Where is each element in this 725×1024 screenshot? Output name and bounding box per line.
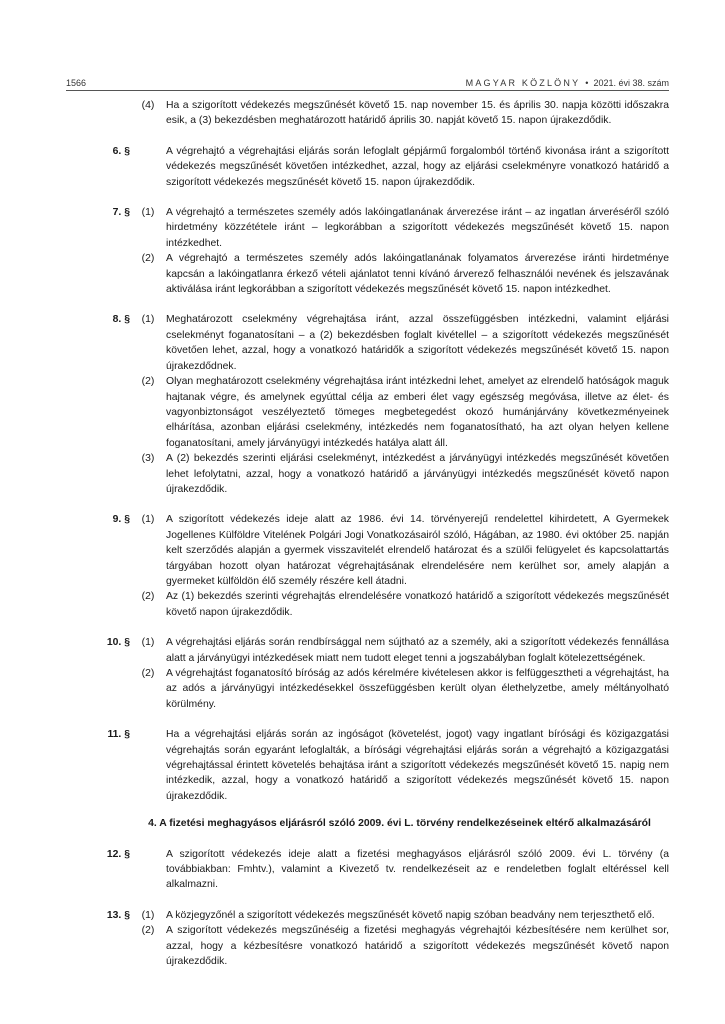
section-10: [66, 635, 669, 712]
paragraph: [130, 923, 669, 969]
section-11: [66, 727, 669, 804]
paragraph: [130, 512, 669, 589]
page-header: [66, 70, 669, 88]
paragraph-number: (1): [141, 637, 155, 649]
paragraph-number: (3): [141, 453, 155, 465]
paragraph-text: Ha a szigorított védekezés megszűnését követő 15. nap november 15. és április 30. napja közötti időszakra esik, a (3) bekezdésben meghatározott határidő április 30. napját követő 15. napon újrakezdődik.: [166, 100, 669, 127]
paragraph-number: (1): [141, 314, 155, 326]
section-text: A végrehajtó a végrehajtási eljárás során lefoglalt gépjármű forgalomból történő kivonása iránt a szigorított védekezés megszűnését követően intézkedhet, azzal, hogy az eljárási cselekményre vonatkozó határidő a szigorított védekezés megszűnését követő 15. napon újrakezdődik.: [166, 145, 669, 188]
section-number: 12. §: [106, 848, 130, 860]
header-rule: [66, 90, 669, 91]
paragraph: [130, 205, 669, 251]
paragraph-text: Az (1) bekezdés szerinti végrehajtás elrendelésére vonatkozó határidő a szigorított védekezés megszűnését követő napon újrakezdődik.: [166, 591, 669, 618]
section-text: Ha a végrehajtási eljárás során az ingóságot (követelést, jogot) vagy ingatlant bírósági és közigazgatási végrehajtás során egyaránt lefoglalták, a bírósági végrehajtási eljárás során a végrehajtó a közigazgatási végrehajtással érintett követelés behajtása iránt a szigorított védekezés megszűnését követő 15. napig nem intézkedik, azzal, hogy a vonatkozó határidő a szigorított védekezés megszűnését követő 15. napon újrakezdődik.: [166, 729, 669, 802]
paragraph-text: A (2) bekezdés szerinti eljárási cselekményt, intézkedést a járványügyi intézkedés megszűnését követően lehet lefolytatni, azzal, hogy a vonatkozó határidő a járványügyi intézkedés megszűnését követő napon újrakezdődik.: [166, 453, 669, 495]
paragraph-number: (2): [141, 925, 155, 937]
section-number: 13. §: [106, 909, 130, 921]
paragraph: [130, 98, 669, 129]
paragraph-number: (4): [141, 100, 155, 111]
paragraph: [130, 312, 669, 374]
section-9: [66, 512, 669, 620]
journal-title: MAGYAR KÖZLÖNY: [465, 78, 581, 88]
paragraph-number: (1): [141, 909, 155, 921]
paragraph-number: (2): [141, 376, 155, 388]
section-number: 6. §: [112, 145, 130, 157]
section-6: [66, 144, 669, 190]
section-12: [66, 847, 669, 893]
section-number: [66, 98, 130, 129]
paragraph-text: A végrehajtó a természetes személy adós lakóingatlanának folyamatos árverezése iránti hirdetménye kapcsán a lakóingatlanra érkező vételi ajánlatot tenni kívánó árverező felhasználói nevének és jelszavának aktiválása iránt legkorábban a szigorított védekezés megszűnését követő 15. napon intézkedhet.: [166, 253, 669, 296]
journal-info: [466, 78, 669, 88]
header-separator: •: [585, 78, 589, 88]
paragraph: [130, 589, 669, 620]
paragraph-text: A végrehajtást foganatosító bíróság az adós kérelmére kivételesen akkor is felfüggesztheti a végrehajtást, ha az adós a járványügyi intézkedésekkel összefüggésben került olyan élethelyzetbe, amely méltányolható körülmény.: [166, 668, 669, 710]
section-number: 8. §: [112, 314, 130, 326]
paragraph-text: A szigorított védekezés ideje alatt az 1986. évi 14. törvényerejű rendelettel kihirdetett, A Gyermekek Jogellenes Külföldre Vitelének Polgári Jogi Vonatkozásairól szóló, Hágában, az 1980. évi október 25. napján kelt szerződés alapján a gyermek visszavitelét elrendelő határozat és a szülői felügyelet és kapcsolattartás tárgyában hozott olyan határozat végrehajtásának elrendelésére nem kerülhet sor, amely alapján a gyermeket külföldön élő személy részére kell átadni.: [166, 514, 669, 587]
paragraph-text: Meghatározott cselekmény végrehajtása iránt, azzal összefüggésben intézkedni, valamint eljárási cselekményt foganatosítani – a (2) bekezdésben foglalt kivétellel – a szigorított védekezés megszűnését követően lehet, azzal, hogy a vonatkozó határidők a szigorított védekezés megszűnését követő 15. napon újrakezdődnek.: [166, 314, 669, 372]
issue-number: 2021. évi 38. szám: [593, 78, 669, 88]
paragraph-number: (1): [141, 514, 155, 526]
page-number: 1566: [66, 78, 87, 88]
section-13: [66, 908, 669, 970]
section-number: 11. §: [107, 729, 130, 741]
section-text: A szigorított védekezés ideje alatt a fizetési meghagyásos eljárásról szóló 2009. évi L. törvény (a továbbiakban: Fmhtv.), valamint a Kivezető tv. rendelkezéseit az e rendeletben foglalt eltéréssel kell alkalmazni.: [166, 848, 669, 891]
paragraph-number: (2): [141, 668, 155, 679]
section-number: 9. §: [112, 514, 130, 526]
paragraph-number: (2): [141, 591, 155, 603]
paragraph-number: (1): [141, 207, 155, 219]
document-body: [66, 98, 669, 970]
paragraph: [130, 374, 669, 451]
paragraph: [130, 908, 669, 923]
section-number: 7. §: [112, 207, 130, 219]
paragraph-text: A végrehajtó a természetes személy adós lakóingatlanának árverezése iránt – az ingatlan árveréséről szóló hirdetmény közzététele iránt – legkorábban a szigorított védekezés megszűnését követő 15. napon intézkedhet.: [166, 207, 669, 249]
paragraph: [130, 451, 669, 497]
paragraph: [130, 666, 669, 712]
chapter-heading: 4. A fizetési meghagyásos eljárásról szóló 2009. évi L. törvény rendelkezéseinek eltérő alkalmazásáról: [148, 818, 651, 830]
paragraph-text: A közjegyzőnél a szigorított védekezés megszűnését követő napig szóban beadvány nem terjeszthető elő.: [166, 909, 655, 921]
paragraph-text: Olyan meghatározott cselekmény végrehajtása iránt intézkedni lehet, amelyet az elrendelő hatóságok maguk hajtanak végre, és amelynek egyúttal célja az emberi élet vagy egészség megóvása, illetve az élet- és vagyonbiztonságot veszélyeztető tömeges megbetegedést okozó humánjárvány következményeinek elhárítása, azonban eljárási cselekmény, intézkedés nem foganatosítható, ha azt olyan helyen kellene foganatosítani, amely járványügyi intézkedés hatálya alatt áll.: [166, 376, 669, 449]
paragraph: [130, 251, 669, 297]
section-number: 10. §: [106, 637, 130, 649]
paragraph-text: A végrehajtási eljárás során rendbírsággal nem sújtható az a személy, aki a szigorított védekezés fennállása alatt a járványügyi intézkedések miatt nem tudott eleget tenni a jogszabályban foglalt kötelezettségének.: [166, 637, 669, 664]
section-5-continuation: [66, 98, 669, 129]
section-8: [66, 312, 669, 497]
paragraph-text: A szigorított védekezés megszűnéséig a fizetési meghagyás végrehajtói kézbesítésére nem kerülhet sor, azzal, hogy a kézbesítésre vonatkozó határidő a szigorított védekezés megszűnését követő napon újrakezdődik.: [166, 925, 669, 968]
paragraph: [130, 635, 669, 666]
paragraph-number: (2): [141, 253, 155, 265]
section-7: [66, 205, 669, 297]
